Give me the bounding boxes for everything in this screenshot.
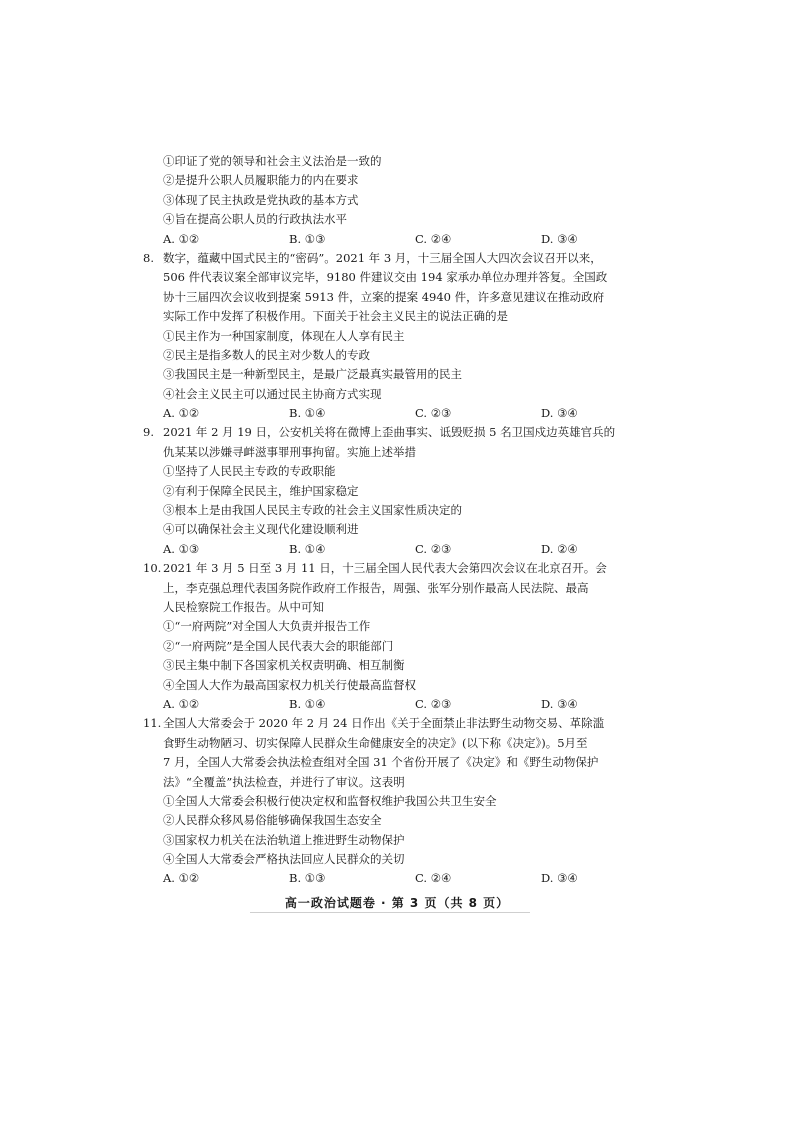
stem-line: 2021 年 2 月 19 日，公安机关将在微博上歪曲事实、诋毁贬损 5 名卫国戍边英雄官兵的 xyxy=(163,425,616,440)
page-footer: 高一政治试题卷 · 第 3 页（共 8 页） xyxy=(284,896,510,910)
choice-a: A. ①② xyxy=(163,696,200,711)
choice-a: A. ①② xyxy=(163,406,200,421)
question-11-choices xyxy=(143,869,643,888)
choice-a: A. ①② xyxy=(163,231,200,246)
stem-line: 7 月，全国人大常委会执法检查组对全国 31 个省份开展了《决定》和《野生动物保护 xyxy=(163,755,599,770)
option: ③国家权力机关在法治轨道上推进野生动物保护 xyxy=(163,832,405,847)
option: ②民主是指多数人的民主对少数人的专政 xyxy=(163,347,370,362)
question-10-choices xyxy=(143,695,643,714)
question-number: 11. xyxy=(143,716,162,731)
question-number: 9. xyxy=(143,425,154,440)
choice-b: B. ①④ xyxy=(289,406,326,421)
question-8-choices xyxy=(143,404,643,423)
choice-a: A. ①② xyxy=(163,871,200,886)
stem-line: 上，李克强总理代表国务院作政府工作报告，周强、张军分别作最高人民法院、最高 xyxy=(163,580,589,595)
option: ①坚持了人民民主专政的专政职能 xyxy=(163,464,336,479)
option: ①全国人大常委会积极行使决定权和监督权维护我国公共卫生安全 xyxy=(163,793,497,808)
stem-line: 协十三届四次会议收到提案 5913 件，立案的提案 4940 件，许多意见建议在推动政府 xyxy=(163,289,605,304)
stem-line: 2021 年 3 月 5 日至 3 月 11 日，十三届全国人民代表大会第四次会议在北京召开。会 xyxy=(163,561,607,576)
question-9-stem xyxy=(143,423,643,442)
option: ①民主作为一种国家制度，体现在人人享有民主 xyxy=(163,328,405,343)
option: ②“一府两院”是全国人民代表大会的职能部门 xyxy=(163,638,394,653)
choice-c: C. ②③ xyxy=(415,406,452,421)
option: ④社会主义民主可以通过民主协商方式实现 xyxy=(163,386,382,401)
question-8-stem xyxy=(143,249,643,268)
question-number: 10. xyxy=(143,561,162,576)
option: ④全国人大作为最高国家权力机关行使最高监督权 xyxy=(163,677,416,692)
stem-line: 人民检察院工作报告。从中可知 xyxy=(163,599,324,614)
question-9-choices xyxy=(143,540,643,559)
option: ③根本上是由我国人民民主专政的社会主义国家性质决定的 xyxy=(163,503,462,518)
stem-line: 506 件代表议案全部审议完毕，9180 件建议交由 194 家承办单位办理并答复。全国政 xyxy=(163,270,608,285)
option: ③民主集中制下各国家机关权责明确、相互制衡 xyxy=(163,658,405,673)
question-10-stem xyxy=(143,559,643,578)
stem-line: 法》“全覆盖”执法检查，并进行了审议。这表明 xyxy=(163,774,405,789)
stem-line: 数字，蕴藏中国式民主的“密码”。2021 年 3 月，十三届全国人大四次会议召开以来， xyxy=(163,250,602,265)
option: ③我国民主是一种新型民主，是最广泛最真实最管用的民主 xyxy=(163,367,462,382)
option: ①“一府两院”对全国人大负责并报告工作 xyxy=(163,619,371,634)
choice-a: A. ①③ xyxy=(163,541,200,556)
choice-b: B. ①④ xyxy=(289,541,326,556)
choice-b: B. ①③ xyxy=(289,871,326,886)
exam-content xyxy=(143,152,643,889)
choice-d: D. ③④ xyxy=(541,231,578,246)
intro-option-4: ④旨在提高公职人员的行政执法水平 xyxy=(163,212,347,227)
choice-d: D. ③④ xyxy=(541,406,578,421)
intro-option-3: ③体现了民主执政是党执政的基本方式 xyxy=(163,192,359,207)
option: ②有利于保障全民民主，维护国家稳定 xyxy=(163,483,359,498)
option: ④全国人大常委会严格执法回应人民群众的关切 xyxy=(163,852,405,867)
stem-line: 食野生动物陋习、切实保障人民群众生命健康安全的决定》(以下称《决定》)。5月至 xyxy=(163,735,588,750)
intro-option-2: ②是提升公职人员履职能力的内在要求 xyxy=(163,173,359,188)
choice-b: B. ①③ xyxy=(289,231,326,246)
choice-c: C. ②④ xyxy=(415,871,452,886)
choice-d: D. ③④ xyxy=(541,696,578,711)
option: ④可以确保社会主义现代化建设顺利进 xyxy=(163,522,359,537)
choice-d: D. ②④ xyxy=(541,541,578,556)
choice-d: D. ③④ xyxy=(541,871,578,886)
option: ②人民群众移风易俗能够确保我国生态安全 xyxy=(163,813,382,828)
question-number: 8. xyxy=(143,250,154,265)
choice-c: C. ②③ xyxy=(415,696,452,711)
choice-b: B. ①④ xyxy=(289,696,326,711)
intro-choices xyxy=(143,230,643,249)
stem-line: 实际工作中发挥了积极作用。下面关于社会主义民主的说法正确的是 xyxy=(163,309,508,324)
question-11-stem xyxy=(143,714,643,733)
intro-option-1: ①印证了党的领导和社会主义法治是一致的 xyxy=(163,154,382,168)
choice-c: C. ②④ xyxy=(415,231,452,246)
choice-c: C. ②③ xyxy=(415,541,452,556)
stem-line: 全国人大常委会于 2020 年 2 月 24 日作出《关于全面禁止非法野生动物交易、革除滥 xyxy=(163,716,605,731)
footer-divider xyxy=(250,912,530,913)
stem-line: 仇某某以涉嫌寻衅滋事罪刑事拘留。实施上述举措 xyxy=(163,444,416,459)
